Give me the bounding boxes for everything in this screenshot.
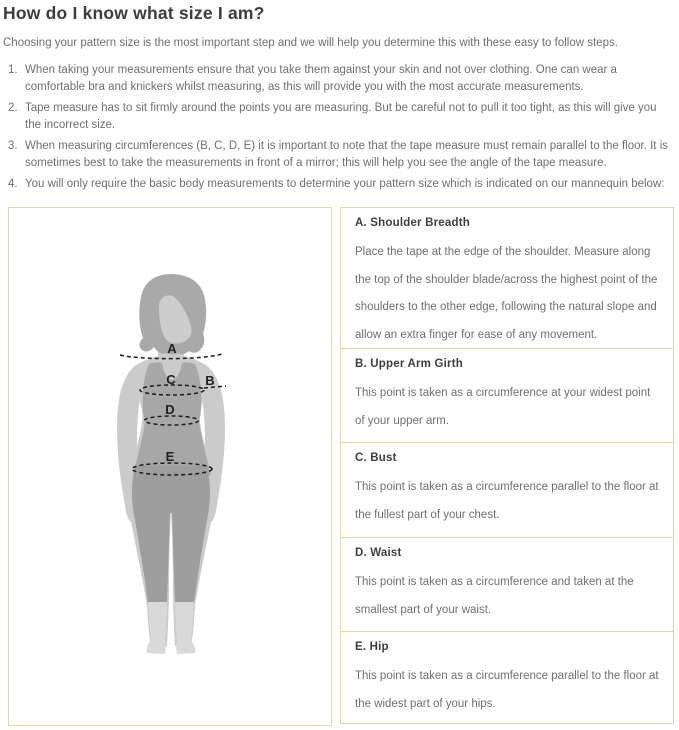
- measurement-card-waist: [340, 537, 674, 632]
- measurement-card-upper-arm: [340, 348, 674, 443]
- mannequin-label-bust: C: [166, 372, 176, 387]
- page-title: How do I know what size I am?: [3, 3, 265, 23]
- step-text: When taking your measurements ensure that you take them against your skin and not over clothing. One can wear a comfortable bra and knickers whilst measuring, as this will provide you with the most accurate measurements.: [25, 64, 617, 93]
- mannequin-label-shoulder: A: [167, 341, 177, 356]
- mannequin-label-waist: D: [165, 402, 175, 417]
- step-number: 3.: [8, 140, 18, 152]
- step-text: You will only require the basic body measurements to determine your pattern size which is indicated on our mannequin below:: [25, 178, 665, 190]
- figure-panel: [8, 207, 332, 726]
- measurement-card-hip: [340, 631, 674, 724]
- measurement-text: This point is taken as a circumference parallel to the floor at the fullest part of your chest.: [355, 481, 659, 521]
- measurement-heading: C. Bust: [355, 452, 397, 464]
- measurement-card-bust: [340, 442, 674, 538]
- step-number: 2.: [8, 102, 18, 114]
- measurement-text: This point is taken as a circumference and taken at the smallest part of your waist.: [355, 576, 634, 616]
- measurement-heading: E. Hip: [355, 641, 389, 653]
- measurement-text: This point is taken as a circumference at your widest point of your upper arm.: [355, 387, 651, 427]
- step-item: [3, 138, 676, 172]
- step-item: [3, 100, 676, 134]
- mannequin-label-arm: B: [205, 373, 215, 388]
- step-number: 1.: [8, 64, 18, 76]
- mannequin-figure: [9, 208, 331, 725]
- measurement-panel: [340, 207, 674, 726]
- step-item: [3, 62, 676, 96]
- step-text: Tape measure has to sit firmly around the points you are measuring. But be careful not to pull it too tight, as this will give you the incorrect size.: [25, 102, 657, 131]
- measurement-text: Place the tape at the edge of the shoulder. Measure along the top of the shoulder blade/across the highest point of the shoulders to the other edge, following the natural slope and allow an extra finger for ease of any movement.: [355, 246, 658, 341]
- measurement-heading: D. Waist: [355, 547, 402, 559]
- size-guide-columns: [8, 207, 676, 726]
- step-number: 4.: [8, 178, 18, 190]
- measurement-heading: B. Upper Arm Girth: [355, 358, 463, 370]
- steps-list: [3, 62, 676, 193]
- measurement-card-shoulder: [340, 207, 674, 349]
- measurement-heading: A. Shoulder Breadth: [355, 217, 470, 229]
- intro-text: Choosing your pattern size is the most important step and we will help you determine this with these easy to follow steps.: [3, 37, 618, 49]
- step-text: When measuring circumferences (B, C, D, E) it is important to note that the tape measure must remain parallel to the floor. It is sometimes best to take the measurements in front of a mirror; this will help you see the angle of the tape measure.: [25, 140, 668, 169]
- step-item: [3, 176, 676, 193]
- measurement-text: This point is taken as a circumference parallel to the floor at the widest part of your hips.: [355, 670, 659, 710]
- mannequin-label-hip: E: [165, 449, 175, 464]
